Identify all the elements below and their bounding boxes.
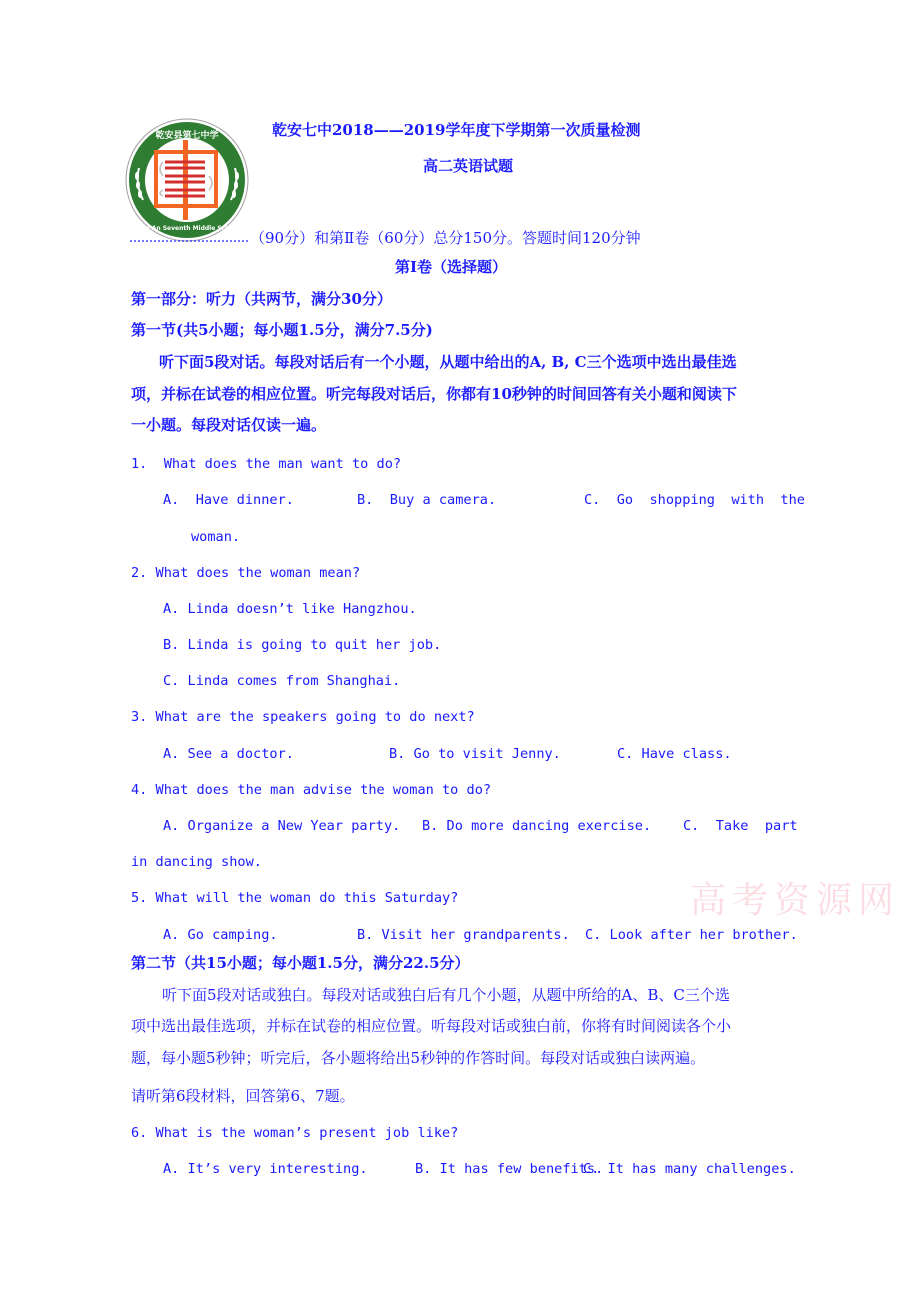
section2-title: 第二节（共15小题；每小题1.5分，满分22.5分）	[131, 954, 470, 972]
q4-option-a: A. Organize a New Year party.	[163, 818, 401, 834]
question-6: 6. What is the woman’s present job like?	[131, 1125, 459, 1141]
q2-option-b: B. Linda is going to quit her job.	[163, 637, 442, 653]
section2-instructions-line1: 听下面5段对话或独白。每段对话或独白后有几个小题，从题中所给的A、B、C三个选	[162, 986, 730, 1004]
q3-option-c: C. Have class.	[617, 746, 732, 762]
q1-option-c-cont: woman.	[191, 529, 241, 545]
q6-option-a: A. It’s very interesting.	[163, 1161, 368, 1177]
exam-title: 乾安七中2018——2019学年度下学期第一次质量检测	[272, 121, 641, 139]
volume-title: 第Ⅰ卷（选择题）	[395, 258, 508, 276]
q1-option-b: B. Buy a camera.	[357, 492, 497, 508]
q2-option-a: A. Linda doesn’t like Hangzhou.	[163, 601, 417, 617]
question-4: 4. What does the man advise the woman to do?	[131, 782, 492, 798]
school-emblem-icon	[125, 118, 249, 242]
section2-instructions-line3: 题，每小题5秒钟；听完后，各小题将给出5秒钟的作答时间。每段对话或独白读两遍。	[131, 1049, 706, 1067]
question-1: 1. What does the man want to do?	[131, 456, 402, 472]
q4-option-b: B. Do more dancing exercise.	[422, 818, 652, 834]
watermark-text: 高考资源网	[690, 880, 901, 921]
question-3: 3. What are the speakers going to do next?	[131, 709, 475, 725]
q5-option-b: B. Visit her grandparents.	[357, 927, 570, 943]
exam-info-line: （90分）和第Ⅱ卷（60分）总分150分。答题时间120分钟	[250, 229, 641, 247]
q5-option-a: A. Go camping.	[163, 927, 278, 943]
q4-option-c-cont: in dancing show.	[131, 854, 262, 870]
q6-option-c: C. It has many challenges.	[583, 1161, 796, 1177]
section1-title: 第一节(共5小题；每小题1.5分，满分7.5分)	[131, 321, 433, 339]
svg-text:乾安县第七中学: 乾安县第七中学	[155, 131, 219, 141]
q1-option-c: C. Go shopping with the	[584, 492, 805, 508]
q3-option-a: A. See a doctor.	[163, 746, 294, 762]
section1-instructions-line3: 一小题。每段对话仅读一遍。	[131, 416, 327, 434]
section2-instructions-line2: 项中选出最佳选项，并标在试卷的相应位置。听每段对话或独白前，你将有时间阅读各个小	[131, 1017, 732, 1035]
material-note: 请听第6段材料，回答第6、7题。	[131, 1087, 355, 1105]
exam-subtitle: 高二英语试题	[423, 157, 514, 175]
q6-option-b: B. It has few benefits.	[415, 1161, 604, 1177]
q1-option-a: A. Have dinner.	[163, 492, 294, 508]
svg-text:Qian An Seventh Middle School: Qian An Seventh Middle School	[134, 225, 240, 232]
question-2: 2. What does the woman mean?	[131, 565, 361, 581]
question-5: 5. What will the woman do this Saturday?	[131, 890, 459, 906]
section1-instructions-line2: 项，并标在试卷的相应位置。听完每段对话后，你都有10秒钟的时间回答有关小题和阅读下	[131, 385, 737, 403]
q5-option-c: C. Look after her brother.	[585, 927, 798, 943]
q4-option-c: C. Take part	[683, 818, 798, 834]
section1-instructions-line1: 听下面5段对话。每段对话后有一个小题，从题中给出的A, B, C三个选项中选出最佳选	[159, 353, 737, 371]
obscured-text-fragment	[130, 240, 248, 242]
q2-option-c: C. Linda comes from Shanghai.	[163, 673, 401, 689]
part1-title: 第一部分：听力（共两节，满分30分）	[131, 290, 392, 308]
q3-option-b: B. Go to visit Jenny.	[389, 746, 561, 762]
